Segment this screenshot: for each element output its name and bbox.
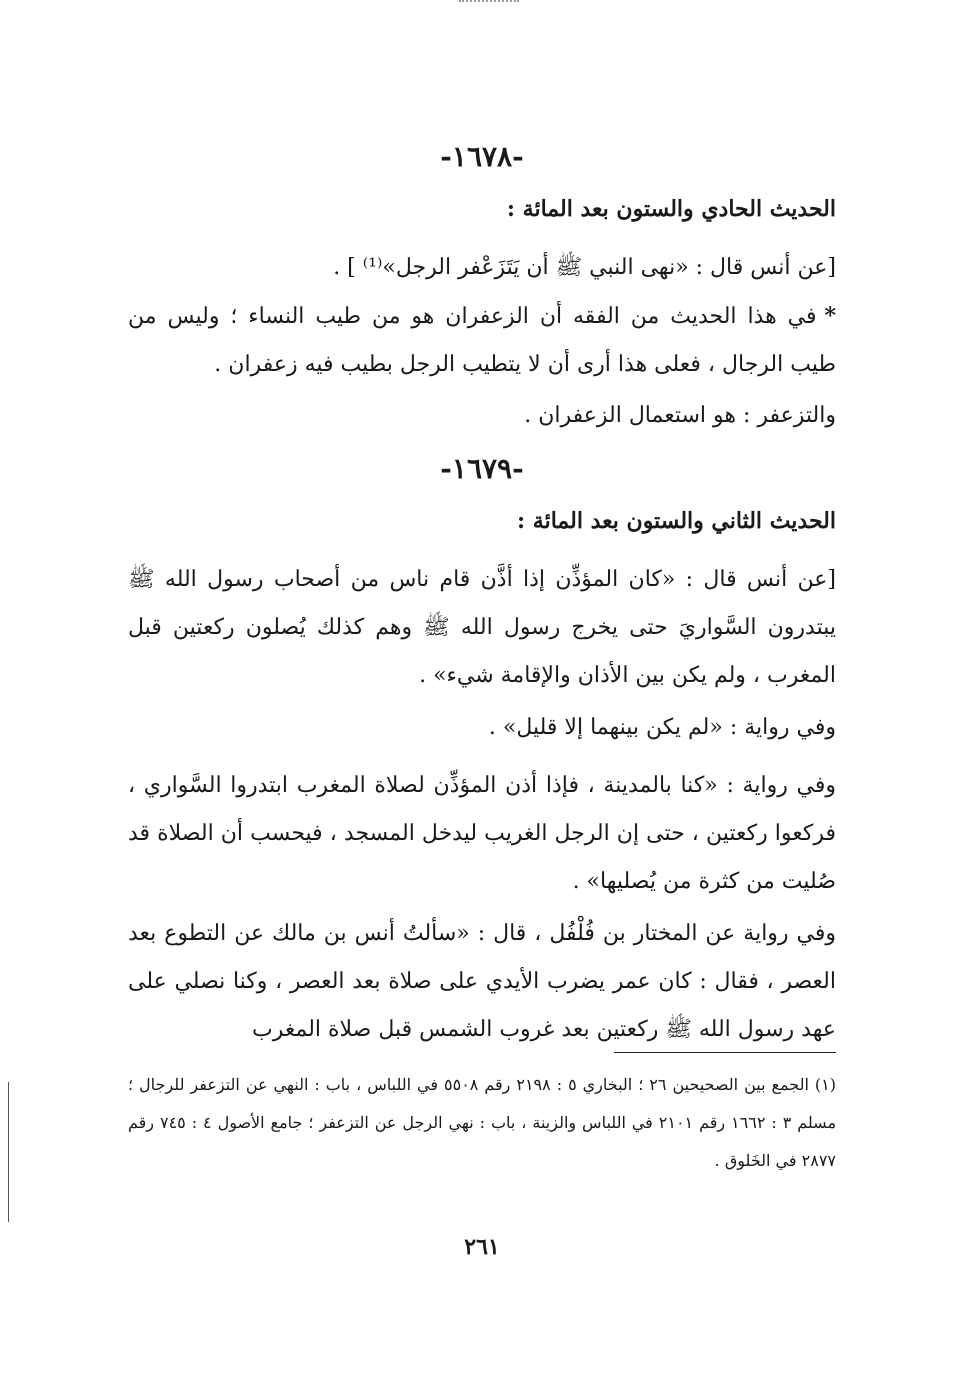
hadith-definition-1678: والتزعفر : هو استعمال الزعفران . [524,403,836,428]
page-number: ٢٦١ [464,1234,500,1260]
hadith-title-1678: الحديث الحادي والستون بعد المائة : [506,196,836,222]
hadith-narration-1679: [عن أنس قال : «كان المؤذِّن إذا أذَّن قام ناس من أصحاب رسول الله ﷺ يبتدرون السَّواريَ حتى يخرج رسول الله ﷺ وهم كذلك يُصلون ركعتين قبل المغرب ، ولم يكن بين الأذان والإقامة شيء» . [128,567,836,688]
commentary-text: في هذا الحديث من الفقه أن الزعفران هو من طيب النساء ؛ وليس من طيب الرجال ، فعلى هذا أرى أن لا يتطيب الرجل بطيب فيه زعفران . [128,304,836,377]
book-page [128,0,836,1394]
hadith-riwaya-2: وفي رواية : «كنا بالمدينة ، فإذا أذن المؤذِّن لصلاة المغرب ابتدروا السَّواري ، فركعوا ركعتين ، حتى إن الرجل الغريب ليدخل المسجد ، فيحسب أن الصلاة قد صُليت من كثرة من يُصليها» . [128,773,836,894]
footnote: (١) الجمع بين الصحيحين ٢٦ ؛ البخاري ٥ : ٢١٩٨ رقم ٥٥٠٨ في اللباس ، باب : النهي عن التزعفر للرجال ؛ مسلم ٣ : ١٦٦٢ رقم ٢١٠١ في اللباس والزينة ، باب : نهي الرجل عن التزعفر ؛ جامع الأصول ٤ : ٧٤٥ رقم ٢٨٧٧ في الخَلوق . [128,1075,837,1170]
hadith-number-1678: -١٦٧٨- [440,140,524,173]
hadith-title-1679: الحديث الثاني والستون بعد المائة : [517,508,836,534]
hadith-riwaya-3: وفي رواية عن المختار بن فُلْفُل ، قال : «سألتُ أنس بن مالك عن التطوع بعد العصر ، فقال : كان عمر يضرب الأيدي على صلاة بعد العصر ، وكنا نصلي على عهد رسول الله ﷺ ركعتين بعد غروب الشمس قبل صلاة المغرب [128,921,836,1042]
commentary-star-icon: * [824,303,836,329]
hadith-number-1679: -١٦٧٩- [440,452,524,485]
hadith-commentary-1678 [128,292,836,389]
scan-edge-line [8,1082,9,1222]
footnote-separator [614,1052,836,1053]
hadith-narration-1678: [عن أنس قال : «نهى النبي ﷺ أن يَتَزَعْفر الرجل»⁽¹⁾ ] . [333,255,836,280]
hadith-riwaya-1: وفي رواية : «لم يكن بينهما إلا قليل» . [488,715,836,740]
